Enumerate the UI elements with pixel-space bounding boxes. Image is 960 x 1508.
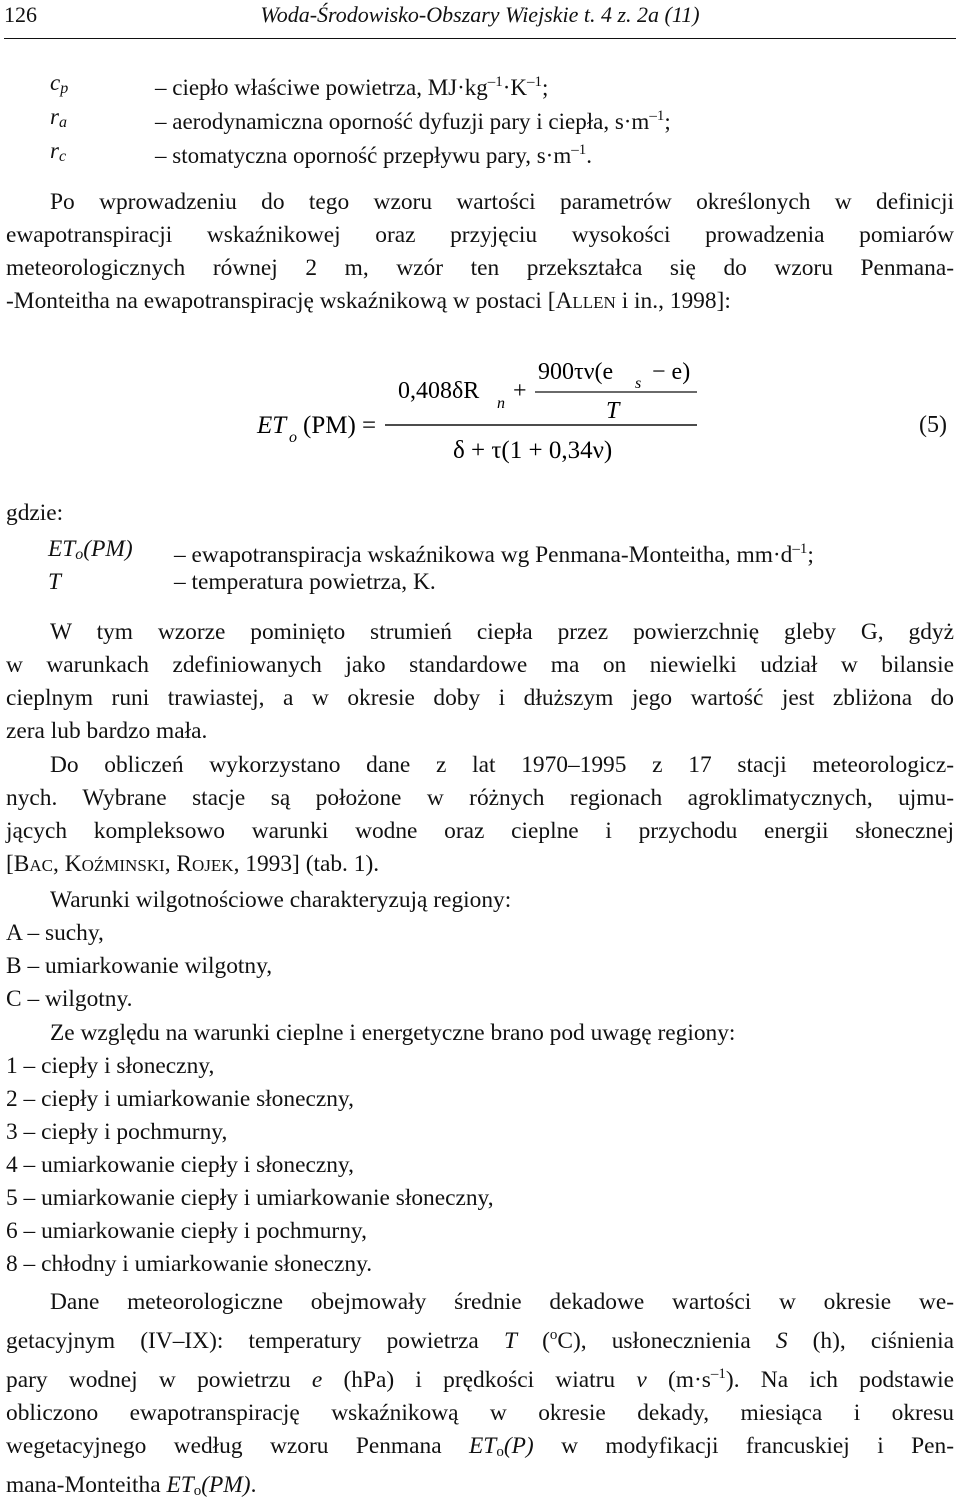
var-e: e [311, 1367, 323, 1393]
text-span: getacyjnym (IV–IX): temperatury powietrza [6, 1328, 504, 1354]
exponent: –1 [571, 142, 587, 158]
symbol-description [155, 134, 592, 172]
list-item: 5 – umiarkowanie ciepły i umiarkowanie słoneczny, [6, 1185, 494, 1211]
symbol-base: r [50, 104, 59, 129]
page-number: 126 [4, 2, 37, 27]
symbol-subscript: a [58, 114, 67, 131]
where-label: gdzie: [6, 500, 64, 526]
citation-part: [B [6, 851, 30, 877]
symbol-row [0, 100, 960, 133]
symbol-row [0, 66, 960, 99]
text-span: C), usłonecznienia [557, 1328, 776, 1354]
paragraph-meteo-data [6, 1286, 954, 1508]
citation-part: , K [53, 851, 82, 877]
symbol-subscript: o [75, 546, 84, 563]
text-span: ). Na ich podstawie [725, 1367, 954, 1393]
list-item: 6 – umiarkowanie ciepły i pochmurny, [6, 1218, 367, 1244]
desc-end: ; [807, 542, 814, 568]
eq-lhs-arg: (PM) = [303, 412, 377, 439]
text-line [6, 285, 954, 319]
text-span: w modyfikacji francuskiej i Pen- [533, 1433, 954, 1459]
humidity-intro: Warunki wilgotnościowe charakteryzują regiony: [50, 887, 512, 913]
text-span: (h), ciśnienia [787, 1328, 954, 1354]
symbol-base: c [50, 70, 61, 95]
eq-inner-denominator: T [606, 398, 620, 424]
text-line: w warunkach zdefiniowanych jako standardowe ma on niewielki udział w bilansie [6, 652, 954, 678]
text-span: (m·s [646, 1367, 711, 1393]
desc-text: – ewapotranspiracja wskaźnikowa wg Penmana-Monteitha, mm·d [174, 542, 793, 568]
text-line: meteorologicznych równej 2 m, wzór ten przekształca się do wzoru Penmana- [6, 255, 954, 281]
subscript: o [496, 1444, 504, 1460]
desc-end: ; [542, 75, 549, 100]
list-item: 1 – ciepły i słoneczny, [6, 1053, 215, 1079]
desc-end: ; [664, 109, 671, 134]
eq-inner-numerator-sub: s [635, 375, 642, 392]
exponent: –1 [487, 74, 503, 90]
var-v: v [636, 1367, 647, 1393]
eq-plus: + [513, 378, 527, 404]
list-item: C – wilgotny. [6, 986, 133, 1012]
citation-smallcaps: OŹMINSKI [81, 856, 165, 875]
text-line [6, 1469, 954, 1508]
eq-denominator: δ + τ(1 + 0,34ν) [453, 437, 613, 464]
citation-part: , R [164, 851, 193, 877]
symbol-base: r [50, 138, 59, 163]
degree-sup: o [549, 1327, 558, 1343]
symbol-subscript: c [58, 148, 67, 165]
eq-term-radiation: 0,408δR [398, 378, 480, 404]
list-item: B – umiarkowanie wilgotny, [6, 953, 273, 979]
desc-end: . [586, 143, 592, 168]
eq-inner-numerator-tail: − e) [652, 359, 691, 385]
running-header [4, 2, 956, 36]
text-span: . [250, 1472, 257, 1498]
exponent: –1 [710, 1366, 726, 1382]
citation-initial: A [555, 288, 573, 314]
text-line [6, 1319, 954, 1358]
list-item: 4 – umiarkowanie ciepły i słoneczny, [6, 1152, 354, 1178]
text-line: nych. Wybrane stacje są położone w różnych regionach agroklimatycznych, ujmu- [6, 785, 954, 811]
desc-text: – ciepło właściwe powietrza, MJ·kg [155, 75, 488, 100]
header-rule [4, 38, 956, 39]
exponent: –1 [792, 541, 808, 557]
symbol-description: – temperatura powietrza, K. [174, 569, 436, 595]
desc-mid: ·K [502, 75, 528, 100]
subscript: o [193, 1483, 202, 1499]
paragraph-intro [6, 186, 954, 319]
desc-text: – aerodynamiczna oporność dyfuzji pary i ciepła, s·m [155, 109, 650, 134]
text-span: wegetacyjnego według wzoru Penmana [6, 1433, 470, 1459]
citation-smallcaps: LLEN [572, 293, 616, 312]
var-T: T [503, 1328, 517, 1354]
list-item: A – suchy, [6, 920, 104, 946]
citation-tail: i in., 1998]: [615, 288, 731, 314]
paragraph-soil-heat [6, 616, 954, 748]
text-line: jących kompleksowo warunki wodne oraz cieplne i przychodu energii słonecznej [6, 818, 954, 844]
text-span: ( [516, 1328, 550, 1354]
text-line: ewapotranspiracji wskaźnikowej oraz przyjęciu wysokości prowadzenia pomiarów [6, 222, 954, 248]
var-S: S [775, 1328, 788, 1354]
text-line: Po wprowadzeniu do tego wzoru wartości parametrów określonych w definicji [50, 189, 954, 215]
text-line: zera lub bardzo mała. [6, 718, 208, 744]
journal-title: Woda-Środowisko-Obszary Wiejskie t. 4 z. 2a (11) [260, 2, 700, 27]
text-line: W tym wzorze pominięto strumień ciepła przez powierzchnię gleby G, gdyż [50, 619, 954, 645]
citation-smallcaps: OJEK [192, 856, 234, 875]
text-span: pary wodnej w powietrzu [6, 1367, 312, 1393]
exponent: –1 [527, 74, 543, 90]
citation-smallcaps: AC [29, 856, 54, 875]
text-line [6, 1358, 954, 1397]
symbol-description [155, 66, 548, 104]
symbol-description [155, 100, 671, 138]
text-span: mana-Monteitha [6, 1472, 167, 1498]
paragraph-data-sources [6, 749, 954, 882]
list-item: 8 – chłodny i umiarkowanie słoneczny. [6, 1251, 373, 1277]
symbol-row [0, 533, 960, 566]
eq-term-radiation-sub: n [497, 395, 505, 412]
symbol-tail: (PM) [83, 536, 133, 562]
text-line: Dane meteorologiczne obejmowały średnie dekadowe wartości w okresie we- [50, 1289, 954, 1315]
var-PM: (PM) [201, 1472, 251, 1498]
symbol-row [0, 134, 960, 167]
list-item: 2 – ciepły i umiarkowanie słoneczny, [6, 1086, 354, 1112]
symbol [50, 134, 66, 173]
eq-inner-numerator: 900τν(e [538, 359, 614, 385]
eq-lhs-base: ET [257, 412, 287, 439]
symbol-row [0, 566, 960, 599]
var-ET: ET [166, 1472, 194, 1498]
exponent: –1 [649, 108, 665, 124]
var-P: (P) [503, 1433, 534, 1459]
list-item: 3 – ciepły i pochmurny, [6, 1119, 228, 1145]
symbol-base: ET [48, 536, 76, 562]
text-line [6, 848, 954, 882]
eq-lhs-subscript: o [289, 429, 297, 446]
var-ET: ET [469, 1433, 497, 1459]
text-span: -Monteitha na ewapotranspirację wskaźnikową w postaci [ [6, 288, 556, 314]
citation-part: , 1993] (tab. 1). [233, 851, 380, 877]
symbol: T [48, 569, 62, 595]
thermal-intro: Ze względu na warunki cieplne i energetyczne brano pod uwagę regiony: [50, 1020, 736, 1046]
text-line: obliczono ewapotranspirację wskaźnikową w okresie dekady, miesiąca i okresu [6, 1400, 954, 1426]
equation-5 [0, 350, 960, 470]
equation-graphic [0, 350, 960, 470]
text-span: (hPa) i prędkości wiatru [322, 1367, 637, 1393]
text-line [6, 1430, 954, 1469]
equation-number: (5) [919, 412, 947, 438]
text-line: Do obliczeń wykorzystano dane z lat 1970–1995 z 17 stacji meteorologicz- [50, 752, 954, 778]
symbol-subscript: p [60, 80, 69, 97]
desc-text: – stomatyczna oporność przepływu pary, s·m [155, 143, 572, 168]
text-line: cieplnym runi trawiastej, a w okresie doby i dłuższym jego wartość jest zbliżona do [6, 685, 954, 711]
